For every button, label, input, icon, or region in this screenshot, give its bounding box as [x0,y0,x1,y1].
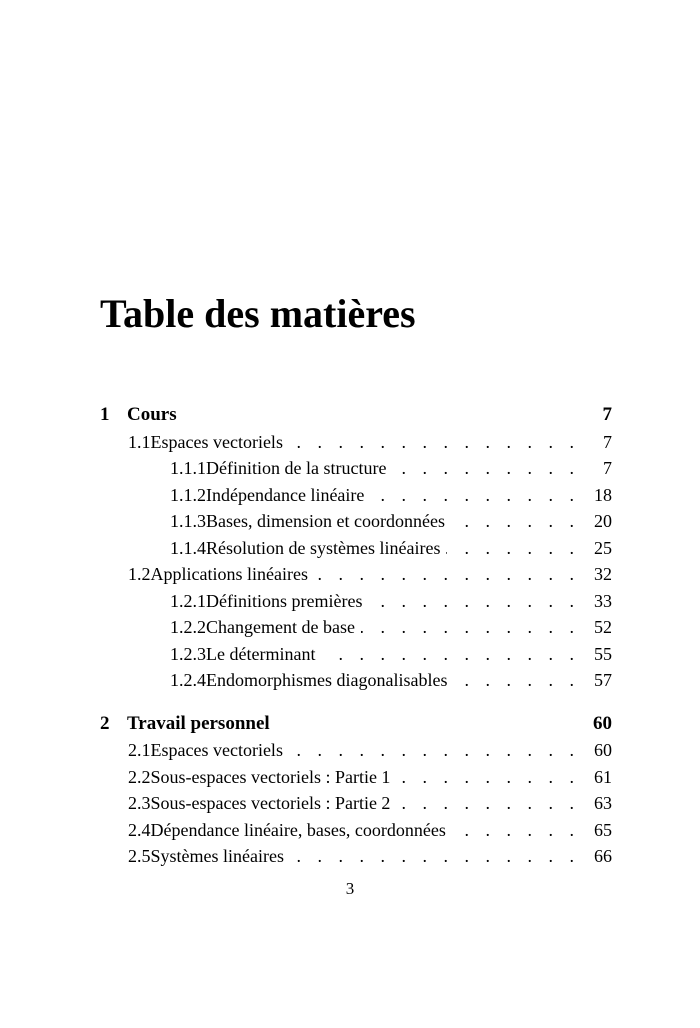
toc-entry-number: 2.2 [128,766,151,787]
toc-section-entry[interactable] [128,790,612,816]
toc-entry-page: 32 [594,564,612,584]
toc-entry-label: Indépendance linéaire [206,484,365,505]
toc-entry-page: 66 [594,846,612,866]
toc-subsection-entry[interactable] [170,455,612,481]
toc-dot-leader [451,508,580,534]
toc-entry-number: 1.2.4 [170,670,206,690]
toc-dot-leader [314,561,580,587]
toc-entry-label: Sous-espaces vectoriels : Partie 1 [150,766,391,787]
toc-entry-page: 61 [594,766,612,787]
toc-entry-number: 1.1.3 [170,511,206,531]
toc-entry-number: 1.2.2 [170,617,206,637]
toc-entry-page: 20 [594,511,612,531]
toc-entry-page: 18 [594,484,612,505]
toc-entry-label: Travail personnel [127,712,270,734]
toc-entry-page: 60 [593,712,612,734]
toc-subsection-entry[interactable] [170,614,612,640]
toc-entry-label: Applications linéaires [150,564,308,584]
toc-entry-page: 55 [594,643,612,664]
toc-entry-label: Espaces vectoriels [150,740,283,760]
toc-entry-label: Changement de base [206,617,355,637]
toc-entry-number: 1.2.1 [170,590,206,611]
toc-entry-number: 2.4 [128,819,151,840]
toc-entry-number: 1.1.4 [170,537,206,558]
toc-entry-label: Cours [127,404,177,425]
toc-entry-page: 57 [594,670,612,690]
toc-entry-number: 1.1 [128,431,151,452]
toc-chapter-entry[interactable] [100,402,612,428]
toc-dot-leader [452,817,580,843]
toc-dot-leader [321,641,580,667]
page-title: Table des matières [100,291,416,336]
toc-entry-page: 7 [603,458,612,478]
toc-entry-page: 7 [602,404,612,425]
toc-dot-leader [396,764,580,790]
toc-section-entry[interactable] [128,561,612,587]
toc-dot-leader [289,429,580,455]
toc-entry-label: Définition de la structure [206,458,387,478]
page-number: 3 [345,879,355,898]
toc-entry-page: 25 [594,537,612,558]
toc-entry-label: Sous-espaces vectoriels : Partie 2 [150,793,391,813]
toc-entry-page: 65 [594,819,612,840]
toc-entry-number: 1.2 [128,564,151,584]
toc-entry-page: 63 [594,793,612,813]
toc-entry-label: Bases, dimension et coordonnées [206,511,445,531]
toc-subsection-entry[interactable] [170,535,612,561]
toc-entry-label: Espaces vectoriels [150,431,283,452]
toc-subsection-entry[interactable] [170,508,612,534]
toc-entry-page: 33 [594,590,612,611]
toc-entry-page: 7 [603,431,612,452]
toc-entry-label: Le déterminant [206,643,316,664]
toc-section-entry[interactable] [128,429,612,455]
toc-dot-leader [392,455,580,481]
toc-section-entry[interactable] [128,843,612,869]
toc-section-entry[interactable] [128,737,612,763]
toc-entry-number: 2.3 [128,793,151,813]
toc-entry-label: Résolution de systèmes linéaires [206,537,441,558]
toc-entry-number: 1 [100,404,110,425]
toc-dot-leader [290,843,580,869]
toc-section-entry[interactable] [128,817,612,843]
toc-entry-number: 1.1.1 [170,458,206,478]
toc-entry-number: 1.1.2 [170,484,206,505]
toc-entry-label: Endomorphismes diagonalisables [206,670,448,690]
toc-entry-page: 60 [594,740,612,760]
toc-entry-label: Dépendance linéaire, bases, coordonnées [150,819,446,840]
toc-dot-leader [361,614,580,640]
toc-entry-number: 1.2.3 [170,643,206,664]
toc-subsection-entry[interactable] [170,588,612,614]
toc-entry-page: 52 [594,617,612,637]
toc-section-entry[interactable] [128,764,612,790]
toc-dot-leader [453,667,580,693]
toc-dot-leader [289,737,580,763]
toc-dot-leader [370,482,580,508]
toc-chapter-entry[interactable] [100,711,612,737]
toc-entry-number: 2.5 [128,846,151,866]
toc-dot-leader [396,790,580,816]
toc-entry-label: Définitions premières [206,590,363,611]
toc-subsection-entry[interactable] [170,482,612,508]
toc-subsection-entry[interactable] [170,667,612,693]
toc-subsection-entry[interactable] [170,641,612,667]
toc-entry-number: 2.1 [128,740,151,760]
toc-dot-leader [368,588,580,614]
toc-entry-label: Systèmes linéaires [150,846,284,866]
toc-entry-number: 2 [100,712,110,734]
toc-dot-leader [446,535,580,561]
